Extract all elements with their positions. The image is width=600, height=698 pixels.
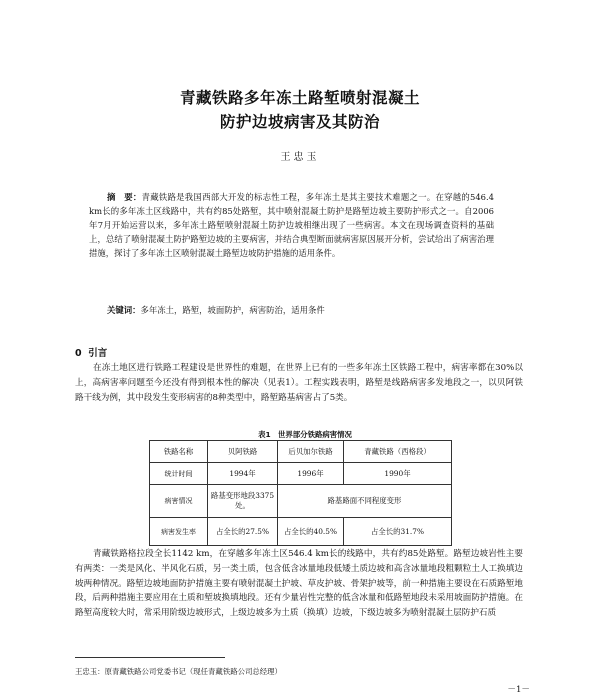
table-header-cell: 贝阿铁路 — [208, 441, 278, 463]
table-caption: 表1 世界部分铁路病害情况 — [258, 430, 352, 439]
abstract-label: 摘 要： — [107, 192, 142, 202]
footnote-divider — [75, 657, 225, 658]
row-label: 病害情况 — [150, 485, 208, 518]
section-number: 0 — [75, 348, 82, 359]
row-label: 统计时间 — [150, 463, 208, 485]
author-name: 王忠玉 — [280, 152, 320, 163]
section-title: 引言 — [88, 348, 108, 359]
abstract-text: 青藏铁路是我国西部大开发的标志性工程，多年冻土是其主要技术难题之一。在穿越的546.4 km长的多年冻土区线路中，共有约85处路堑，其中喷射混凝土防护是路堑边坡主要防护形式之一。自2006年7月开始运营以来，多年冻土路堑喷射混凝土防护边坡相继出现了一些病害。本文在现场调查资料的基础上，总结了喷射混凝土防护路堑边坡的主要病害，并结合典型断面就病害原因展开分析，尝试给出了病害治理措施，探讨了多年冻土区喷射混凝土路堑边坡防护措施的适用条件。 — [89, 192, 494, 258]
table-cell: 1990年 — [344, 463, 452, 485]
title-line-2: 防护边坡病害及其防治 — [219, 113, 380, 131]
table-row — [150, 463, 452, 485]
intro-paragraph: 在冻土地区进行铁路工程建设是世界性的难题，在世界上已有的一些多年冻土区铁路工程中，病害率都在30%以上，高病害率问题至今还没有得到根本性的解决（见表1）。工程实践表明，路堑是线路病害多发地段之一，以贝阿铁路干线为例，其中段发生变形病害的8种类型中，路堑路基病害占了5类。 — [75, 363, 523, 403]
table-header-cell: 铁路名称 — [150, 441, 208, 463]
section-heading — [75, 345, 107, 359]
row-label: 病害发生率 — [150, 518, 208, 546]
keywords-text: 多年冻土，路堑，坡面防护，病害防治，适用条件 — [140, 305, 325, 315]
footnote: 王忠玉：原青藏铁路公司党委书记（现任青藏铁路公司总经理） — [75, 667, 282, 676]
table-cell: 路基路面不同程度变形 — [278, 485, 452, 518]
title-line-1: 青藏铁路多年冻土路堑喷射混凝土 — [179, 89, 420, 107]
table-row — [150, 485, 452, 518]
table-cell: 路基变形地段3375处。 — [208, 485, 278, 518]
page-number: －1－ — [507, 685, 530, 695]
table-row — [150, 518, 452, 546]
railway-disease-table — [149, 440, 452, 546]
table-header-cell: 青藏铁路（西格段） — [344, 441, 452, 463]
table-cell: 占全长的31.7% — [344, 518, 452, 546]
paper-title — [100, 86, 500, 134]
table-cell: 1994年 — [208, 463, 278, 485]
table-cell: 占全长的27.5% — [208, 518, 278, 546]
table-header-row — [150, 441, 452, 463]
keywords-label: 关键词： — [107, 305, 141, 315]
table-cell: 1996年 — [278, 463, 344, 485]
abstract — [89, 191, 494, 261]
table-cell: 占全长的40.5% — [278, 518, 344, 546]
body-paragraph: 青藏铁路格拉段全长1142 km，在穿越多年冻土区546.4 km长的线路中，共有约85处路堑。路堑边坡岩性主要有两类：一类是风化、半风化石质，另一类土质，包含低含冰量地段低矮土质边坡和高含冰量地段粗颗粒土人工换填边坡两种情况。路堑边坡地面防护措施主要有喷射混凝土护坡、草皮护坡、骨架护坡等，前一种措施主要设在石质路堑地段，后两种措施主要应用在土质和堑坡换填地段。还有少量岩性完整的低含冰量和低路堑地段未采用坡面防护措施。在路堑高度较大时，常采用阶级边坡形式，上级边坡多为土质（换填）边坡，下级边坡多为喷射混凝土层防护石质 — [75, 549, 523, 619]
keywords — [107, 304, 497, 317]
table-header-cell: 后贝加尔铁路 — [278, 441, 344, 463]
